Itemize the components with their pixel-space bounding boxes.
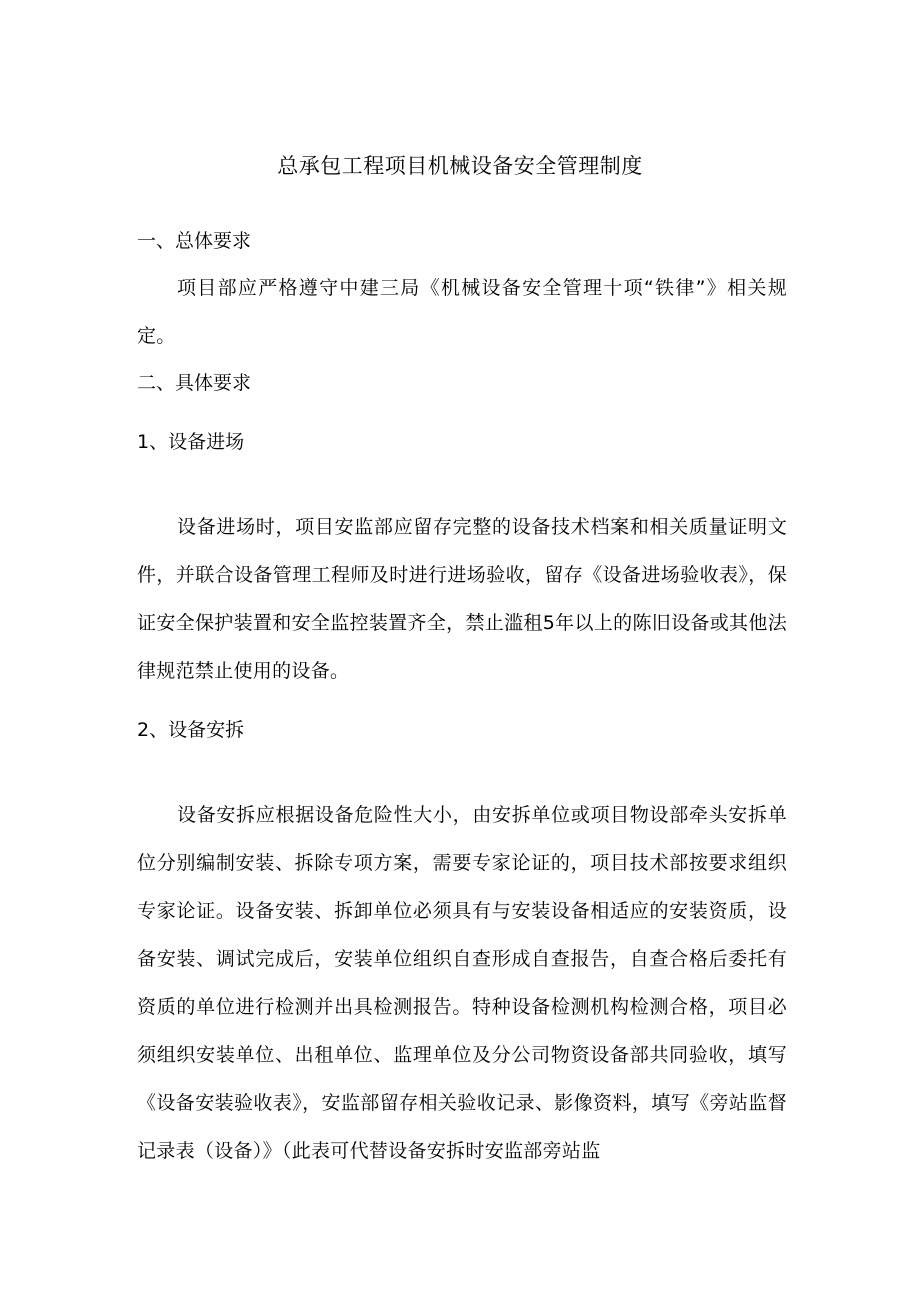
subsection-heading-equipment-entry: 1、设备进场 bbox=[137, 431, 245, 453]
document-title: 总承包工程项目机械设备安全管理制度 bbox=[277, 154, 643, 178]
subsection-heading-equipment-installation: 2、设备安拆 bbox=[137, 719, 245, 741]
section-heading-general-requirements: 一、总体要求 bbox=[137, 230, 252, 252]
paragraph-general-requirements: 项目部应严格遵守中建三局《机械设备安全管理十项“铁律”》相关规定。 bbox=[137, 277, 787, 347]
paragraph-equipment-entry: 设备进场时，项目安监部应留存完整的设备技术档案和相关质量证明文件，并联合设备管理工程师及时进行进场验收，留存《设备进场验收表》，保证安全保护装置和安全监控装置齐全，禁止滥租5年以上的陈旧设备或其他法律规范禁止使用的设备。 bbox=[137, 516, 787, 682]
section-heading-specific-requirements: 二、具体要求 bbox=[137, 372, 252, 394]
paragraph-equipment-installation: 设备安拆应根据设备危险性大小，由安拆单位或项目物设部牵头安拆单位分别编制安装、拆除专项方案，需要专家论证的，项目技术部按要求组织专家论证。设备安装、拆卸单位必须具有与安装设备相适应的安装资质，设备安装、调试完成后，安装单位组织自查形成自查报告，自查合格后委托有资质的单位进行检测并出具检测报告。特种设备检测机构检测合格，项目必须组织安装单位、出租单位、监理单位及分公司物资设备部共同验收，填写《设备安装验收表》，安监部留存相关验收记录、影像资料，填写《旁站监督记录表（设备）》（此表可代替设备安拆时安监部旁站监 bbox=[137, 804, 787, 1162]
